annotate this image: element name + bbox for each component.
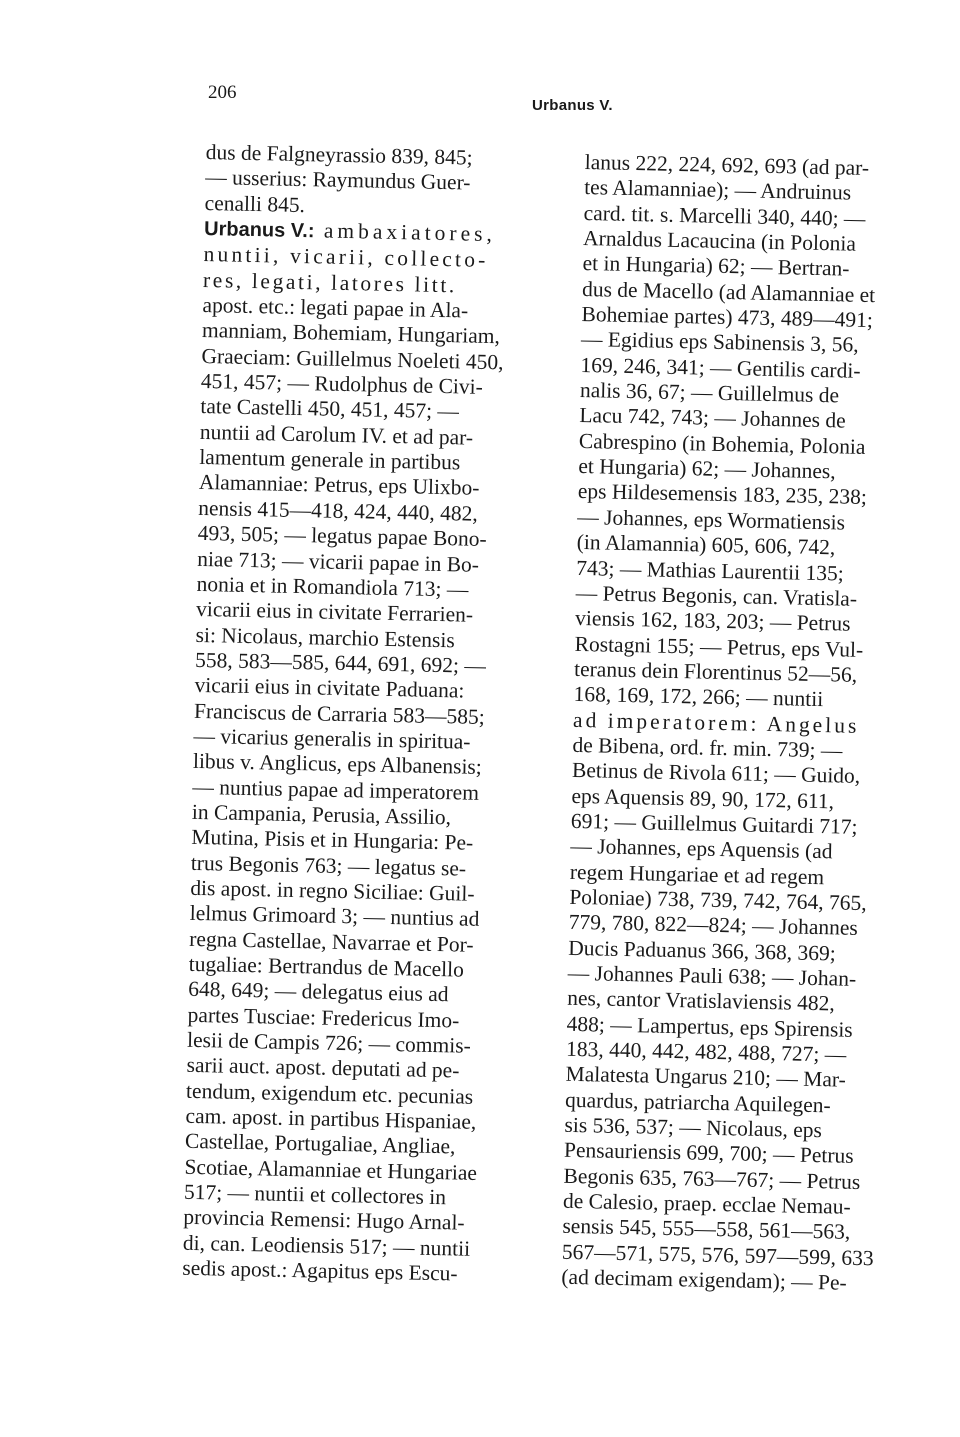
text-line: apost. etc.: legati papae in Ala- xyxy=(202,293,469,323)
text-line: nuntii, vicarii, collecto- xyxy=(203,242,489,273)
text-line: lelmus Grimoard 3; — nuntius ad xyxy=(189,901,480,932)
text-line: trus Begonis 763; — legatus se- xyxy=(190,850,467,881)
text-line: provincia Remensi: Hugo Arnal- xyxy=(183,1205,465,1236)
text-line: — nuntius papae ad imperatorem xyxy=(192,774,480,805)
running-head: Urbanus V. xyxy=(532,97,613,114)
text-line: 648, 649; — delegatus eius ad xyxy=(187,977,449,1007)
text-line: Cabrespino (in Bohemia, Polonia xyxy=(578,428,866,459)
text-line: tes Alamanniae); — Andruinus xyxy=(583,175,852,205)
text-line: Pensauriensis 699, 700; — Petrus xyxy=(563,1138,854,1169)
right-column xyxy=(561,150,911,1297)
text-line: sarii auct. apost. deputati ad pe- xyxy=(186,1053,460,1083)
text-line: nensis 415—418, 424, 440, 482, xyxy=(198,495,478,526)
text-line: — Petrus Begonis, can. Vratisla- xyxy=(575,580,858,611)
left-column xyxy=(182,140,534,1288)
text-line: dus de Falgneyrassio 839, 845; xyxy=(205,140,473,170)
text-line: — Egidius eps Sabinensis 3, 56, xyxy=(580,327,859,358)
text-line: cam. apost. in partibus Hispaniae, xyxy=(185,1103,477,1134)
text-line: partes Tusciae: Fredericus Imo- xyxy=(187,1002,460,1033)
text-line: et in Hungaria) 62; — Bertran- xyxy=(582,251,850,281)
text-line: Betinus de Rivola 611; — Guido, xyxy=(571,758,861,789)
text-line: — Johannes, eps Aquensis (ad xyxy=(570,834,833,864)
text-line: manniam, Bohemiam, Hungariam, xyxy=(201,318,501,349)
text-line: sis 536, 537; — Nicolaus, eps xyxy=(564,1112,823,1143)
text-line: Poloniae) 738, 739, 742, 764, 765, xyxy=(569,884,867,916)
text-line: nonia et in Romandiola 713; — xyxy=(196,571,469,602)
text-line: eps Hildesemensis 183, 235, 238; xyxy=(577,479,868,510)
text-line: lesii de Campis 726; — commis- xyxy=(186,1027,472,1058)
text-line: 183, 440, 442, 482, 488, 727; — xyxy=(565,1036,847,1067)
text-line: viensis 162, 183, 203; — Petrus xyxy=(574,606,851,636)
text-line: 558, 583—585, 644, 691, 692; — xyxy=(194,647,487,678)
text-line: eps Aquensis 89, 90, 172, 611, xyxy=(571,783,835,813)
text-line: card. tit. s. Marcelli 340, 440; — xyxy=(583,200,866,231)
text-line: lamentum generale in partibus xyxy=(199,445,461,475)
text-line: 779, 780, 822—824; — Johannes xyxy=(568,910,859,941)
text-line: nalis 36, 67; — Guillelmus de xyxy=(579,378,840,408)
text-line: 451, 457; — Rudolphus de Civi- xyxy=(200,369,484,399)
text-line: et Hungaria) 62; — Johannes, xyxy=(578,454,836,484)
text-line: dus de Macello (ad Alamanniae et xyxy=(581,276,876,307)
text-line: ad imperatorem: Angelus xyxy=(572,707,860,738)
text-line: niae 713; — vicarii papae in Bo- xyxy=(196,546,480,577)
text-line: sensis 545, 555—558, 561—563, xyxy=(562,1214,851,1245)
text-line: (in Alamannia) 605, 606, 742, xyxy=(576,530,836,560)
text-line: Scotiae, Alamanniae et Hungariae xyxy=(184,1154,478,1185)
text-line: — Johannes, eps Wormatiensis xyxy=(577,504,846,535)
text-line: tugaliae: Bertrandus de Macello xyxy=(188,951,465,982)
text-line: sedis apost.: Agapitus eps Escu- xyxy=(182,1255,458,1286)
text-line: 567—571, 575, 576, 597—599, 633 xyxy=(561,1239,874,1271)
text-line: Graeciam: Guillelmus Noeleti 450, xyxy=(201,343,504,375)
text-line: vicarii eius in civitate Ferrarien- xyxy=(195,597,474,627)
text-line: — usserius: Raymundus Guer- xyxy=(204,165,471,195)
text-line: 493, 505; — legatus papae Bono- xyxy=(197,521,487,552)
page-number: 206 xyxy=(208,82,237,103)
text-line: nuntii ad Carolum IV. et ad par- xyxy=(199,419,474,450)
text-line: Malatesta Ungarus 210; — Mar- xyxy=(565,1062,847,1093)
text-line: Urbanus V.: ambaxiatores, xyxy=(203,218,497,247)
text-line: Castellae, Portugaliae, Angliae, xyxy=(184,1129,456,1159)
text-line: 168, 169, 172, 266; — nuntii xyxy=(573,682,824,712)
text-line: Mutina, Pisis et in Hungaria: Pe- xyxy=(191,825,474,856)
text-line: dis apost. in regno Siciliae: Guil- xyxy=(190,875,475,906)
text-line: vicarii eius in civitate Paduana: xyxy=(194,673,465,703)
text-line: Arnaldus Lacaucina (in Polonia xyxy=(582,226,857,256)
text-line: 691; — Guillelmus Guitardi 717; xyxy=(570,808,858,839)
text-line: in Campania, Perusia, Assilio, xyxy=(191,799,452,830)
text-line: regna Castellae, Navarrae et Por- xyxy=(189,926,474,957)
text-line: cenalli 845. xyxy=(204,190,306,217)
text-line: quardus, patriarcha Aquilegen- xyxy=(564,1087,831,1118)
text-line: lanus 222, 224, 692, 693 (ad par- xyxy=(584,150,870,180)
text-line: regem Hungariae et ad regem xyxy=(569,859,825,889)
text-line: — Johannes Pauli 638; — Johan- xyxy=(567,960,857,991)
text-line: Lacu 742, 743; — Johannes de xyxy=(579,403,846,433)
text-line: di, can. Leodiensis 517; — nuntii xyxy=(182,1230,471,1261)
text-line: tate Castelli 450, 451, 457; — xyxy=(200,394,460,424)
text-line: Alamanniae: Petrus, eps Ulixbo- xyxy=(198,470,480,501)
text-line: Begonis 635, 763—767; — Petrus xyxy=(563,1163,861,1194)
text-line: (ad decimam exigendam); — Pe- xyxy=(561,1264,847,1295)
text-line: 488; — Lampertus, eps Spirensis xyxy=(566,1011,853,1042)
text-line: tendum, exigendum etc. pecunias xyxy=(185,1078,474,1109)
text-line: de Bibena, ord. fr. min. 739; — xyxy=(572,732,843,763)
text-line: Rostagni 155; — Petrus, eps Vul- xyxy=(574,631,864,662)
text-line: Franciscus de Carraria 583—585; xyxy=(193,698,486,729)
text-line: de Calesio, praep. ecclae Nemau- xyxy=(562,1188,851,1219)
text-line: libus v. Anglicus, eps Albanensis; xyxy=(192,749,483,780)
text-line: si: Nicolaus, marchio Estensis xyxy=(195,622,455,652)
text-line: teranus dein Florentinus 52—56, xyxy=(573,656,858,687)
text-line: 517; — nuntii et collectores in xyxy=(183,1179,447,1210)
text-line: nes, cantor Vratislaviensis 482, xyxy=(566,986,836,1016)
text-line: Bohemiae partes) 473, 489—491; xyxy=(581,302,874,333)
text-line: 169, 246, 341; — Gentilis cardi- xyxy=(580,352,861,383)
text-line: Ducis Paduanus 366, 368, 369; xyxy=(568,935,837,966)
text-line: — vicarius generalis in spiritua- xyxy=(193,723,471,754)
text-line: 743; — Mathias Laurentii 135; xyxy=(576,555,844,586)
text-line: res, legati, latores litt. xyxy=(202,267,458,298)
